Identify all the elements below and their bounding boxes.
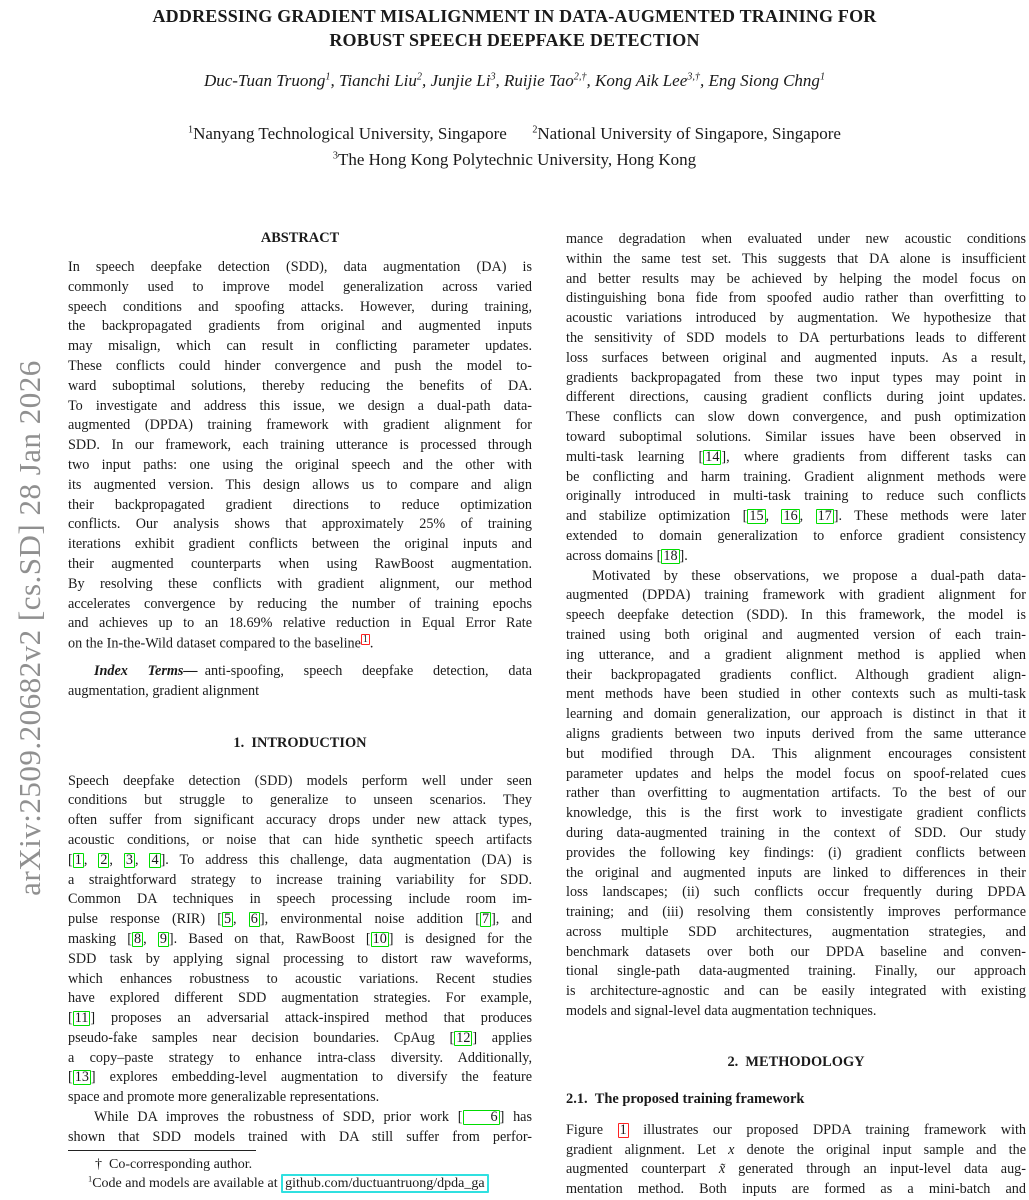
index-terms-label: Index Terms—	[94, 662, 198, 679]
text-line: pulse response (RIR) [ 5 , 6 ], environmental noise addition [ 7 ], and	[68, 911, 532, 928]
text-line: accelerates convergence by reducing the number of training epochs	[68, 595, 532, 612]
text-line: models and signal-level data augmentation techniques.	[566, 1003, 877, 1020]
text-line: gradient alignment. Let x denote the original input sample and the	[566, 1141, 1026, 1158]
text-line: mance degradation when evaluated under new acoustic conditions	[566, 231, 1026, 247]
text-line: their backpropagated gradient directions to reduce optimization	[68, 496, 532, 513]
text-line: augmented (DPDA) training framework with gradient alignment for	[566, 587, 1026, 604]
text-line: Motivated by these observations, we propose a dual-path data-	[592, 567, 1026, 584]
github-link[interactable]: github.com/ductuantruong/dpda_ga	[281, 1174, 488, 1193]
citation-ref[interactable]: 18	[663, 547, 678, 564]
text-line: be conflicting and harm training. Gradient alignment methods were	[566, 468, 1026, 485]
affiliations	[0, 121, 1029, 173]
text-line: the sensitivity of SDD models to DA perturbations leads to different	[566, 329, 1026, 346]
text-line: To investigate and address this issue, we design a dual-path data-	[68, 397, 532, 414]
text-line: learning and domain generalization, our approach is distinct in that it	[566, 706, 1026, 723]
right-column	[566, 230, 1026, 1200]
citation-ref[interactable]: 3	[125, 851, 133, 868]
citation-ref[interactable]: 7	[481, 911, 490, 928]
authors-line: Duc-Tuan Truong$^1$, Tianchi Liu$^2$, Junjie Li$^3$, Ruijie Tao$^{2,\dagger}$, Kong Aik Lee$^{3,\dagger}$, Eng Siong Chng$^1$	[203, 71, 826, 90]
section-heading: 1. INTRODUCTION	[233, 734, 367, 751]
text-line: commonly used to improve model generalization across varied	[68, 278, 532, 295]
section-heading: 2. METHODOLOGY	[727, 1053, 865, 1070]
math-symbol: x	[728, 1141, 735, 1158]
text-line: and achieves up to an 18.69% relative reduction in Equal Error Rate	[68, 615, 532, 632]
text-line: iterations exhibit gradient conflicts between the original inputs and	[68, 536, 532, 553]
text-line: space and promote more generalizable representations.	[68, 1089, 380, 1106]
text-line: originally introduced in multi-task training to reduce such conflicts	[566, 488, 1026, 505]
text-line: speech conditions and spoofing attacks. However, during training,	[68, 298, 532, 315]
superscript: 1	[325, 71, 331, 83]
text-line: and stabilize optimization [ 15 , 16 , 17 ]. These methods were later	[566, 508, 1026, 525]
paragraph	[68, 662, 532, 702]
text-line: two input paths: one using the original speech and the other with	[68, 456, 532, 473]
paragraph	[68, 258, 532, 654]
text-line: shown that SDD models trained with DA still suffer from perfor-	[68, 1128, 532, 1145]
text-line: [ 1 , 2 , 3 , 4 ]. To address this challenge, data augmentation (DA) is	[68, 851, 532, 868]
text-line: masking [ 8 , 9 ]. Based on that, RawBoost [ 10 ] is designed for the	[68, 930, 532, 947]
paper-title-line-1: ADDRESSING GRADIENT MISALIGNMENT IN DATA-AUGMENTED TRAINING FOR	[152, 6, 877, 26]
paragraph	[68, 1108, 532, 1148]
footnote-marker[interactable]: 1	[362, 634, 368, 646]
text-line: augmented counterpart x̃ generated through an input-level data aug-	[566, 1161, 1026, 1178]
paragraph	[566, 230, 1026, 567]
text-line: have explored different SDD augmentation strategies. For example,	[68, 990, 532, 1007]
footnote-rule	[68, 1150, 256, 1151]
text-line: but modified through DA. This alignment encourages consistent	[566, 745, 1026, 762]
text-line: SDD. In our framework, each training utterance is processed through	[68, 437, 532, 454]
superscript: 3	[490, 71, 496, 83]
subsection-heading: 2.1. The proposed training framework	[566, 1090, 805, 1107]
text-line: which enhances robustness to acoustic variations. Recent studies	[68, 970, 532, 987]
text-line: These conflicts could hinder convergence and push the model to-	[68, 357, 532, 374]
text-line: ment methods have been studied in other contexts such as multi-task	[566, 686, 1026, 703]
text-line: across multiple SDD architectures, augmentation strategies, and	[566, 923, 1026, 940]
text-line: extended to domain generalization to enforce gradient consistency	[566, 527, 1026, 544]
text-line: trained using both original and augmented version of each train-	[566, 626, 1026, 643]
paper-title	[0, 5, 1029, 52]
text-line: a copy–paste strategy to enhance intra-class diversity. Additionally,	[68, 1049, 532, 1066]
text-line: different directions, causing gradient conflicts during joint updates.	[566, 389, 1026, 406]
affiliation-line-2: $^3$The Hong Kong Polytechnic University, Hong Kong	[332, 150, 697, 169]
text-line: often suffer from significant accuracy drops under new attack types,	[68, 812, 532, 829]
text-line: their augmented counterparts when using RawBoost augmentation.	[68, 555, 532, 572]
text-line: their backpropagated gradients conflict. Although gradient align-	[566, 666, 1026, 683]
text-line: By resolving these conflicts with gradient alignment, our method	[68, 575, 532, 592]
citation-ref[interactable]: 9	[159, 930, 167, 947]
text-line: training; and (iii) resolving them consistently improves performance	[566, 904, 1026, 921]
text-line: Figure 1 illustrates our proposed DPDA training framework with	[566, 1121, 1026, 1138]
text-line: within the same test set. This suggests that DA alone is insufficient	[566, 250, 1026, 267]
citation-ref[interactable]: 6	[250, 911, 258, 928]
text-line: the original and augmented inputs are linked to differences in their	[566, 864, 1026, 881]
text-line: Speech deepfake detection (SDD) models perform well under seen	[68, 772, 532, 789]
text-line: loss landscapes; (ii) such conflicts occur frequently during DPDA	[566, 884, 1026, 901]
citation-ref[interactable]: 13	[74, 1069, 89, 1086]
text-line: Common DA techniques in speech processing include room im-	[68, 891, 532, 908]
text-line: mentation method. Both inputs are formed as a mini-batch and	[566, 1181, 1026, 1198]
paragraph	[566, 1121, 1026, 1200]
text-line: toward suboptimal solutions. Similar issues have been observed in	[566, 428, 1026, 445]
math-symbol: x̃	[718, 1161, 726, 1178]
superscript: 2	[416, 71, 422, 83]
text-line: These conflicts can slow down convergence, and push optimization	[566, 409, 1026, 426]
text-line: augmentation, gradient alignment	[68, 682, 260, 699]
superscript: 3	[332, 150, 338, 162]
superscript: 3,†	[687, 71, 700, 83]
superscript: 1	[88, 1174, 93, 1184]
footnote-code-link: $^1$Code and models are available at github.com/ductuantruong/dpda_ga	[68, 1174, 532, 1193]
text-line: multi-task learning [ 14 ], where gradients from different tasks can	[566, 448, 1026, 465]
text-line: benchmark datasets over both our DPDA baseline and conven-	[566, 943, 1026, 960]
citation-ref[interactable]: 5	[223, 911, 232, 928]
footnote-co-corresponding: † Co-corresponding author.	[95, 1157, 253, 1173]
superscript: 2	[532, 124, 538, 136]
text-line: ward suboptimal solutions, thereby reducing the benefits of DA.	[68, 377, 532, 394]
text-line: rather than overfitting to augmentation artifacts. To the best of our	[566, 785, 1026, 802]
text-line: Index Terms— anti-spoofing, speech deepfake detection, data	[94, 662, 532, 679]
text-line: While DA improves the robustness of SDD, prior work [ 6 ] has	[94, 1109, 532, 1126]
text-line: distinguishing bona fide from spoofed audio rather than overfitting to	[566, 290, 1026, 307]
text-line: ing utterance, and a gradient alignment method is applied when	[566, 646, 1026, 663]
superscript: 1	[819, 71, 826, 83]
text-line: parameter updates and helps the model focus on spoof-related cues	[566, 765, 1026, 782]
text-line: the backpropagated gradients from original and augmented inputs	[68, 318, 532, 335]
text-line: acoustic variations introduced by augmentation. We hypothesize that	[566, 310, 1026, 327]
citation-ref[interactable]: 15	[749, 508, 764, 525]
text-line: loss surfaces between original and augmented inputs. As a result,	[566, 349, 1026, 366]
citation-ref[interactable]: 11	[74, 1010, 89, 1027]
citation-ref[interactable]: 8	[133, 930, 142, 947]
arxiv-watermark: arXiv:2509.20682v2 [cs.SD] 28 Jan 2026	[12, 360, 47, 896]
figure-ref[interactable]: 1	[619, 1121, 627, 1138]
citation-ref[interactable]: 14	[705, 448, 720, 465]
text-line: pseudo-fake samples near decision boundaries. CpAug [ 12 ] applies	[68, 1029, 532, 1046]
left-column	[68, 222, 532, 1148]
text-line: a straightforward strategy to increase training variability for SDD.	[68, 871, 532, 888]
text-line: and better results may be achieved by helping the model focus on	[566, 270, 1026, 287]
text-line: gradients backpropagated from these two input types may point in	[566, 369, 1026, 386]
text-line: tional single-path data-augmented training. Finally, our approach	[566, 963, 1026, 980]
superscript: 2,†	[573, 71, 587, 83]
text-line: provides the following key findings: (i) gradient conflicts between	[566, 844, 1026, 861]
paper-title-line-2: ROBUST SPEECH DEEPFAKE DETECTION	[329, 29, 700, 50]
paragraph	[68, 772, 532, 1109]
citation-ref[interactable]: 6	[463, 1110, 500, 1125]
text-line: augmented (DPDA) training framework with gradient alignment for	[68, 417, 532, 434]
text-line: knowledge, this is the first work to investigate gradient conflicts	[566, 805, 1026, 822]
text-line: may misalign, which can result in conflicting parameter updates.	[68, 338, 532, 355]
text-line: across domains [ 18 ].	[566, 547, 688, 564]
text-line: during data-augmented training in the context of SDD. Our study	[566, 824, 1026, 841]
text-line: conflicts. Our analysis shows that approximately 25% of training	[68, 516, 532, 533]
affiliation-line-1: $^1$Nanyang Technological University, Singapore $^2$National University of Singapore, Singapore	[188, 124, 841, 143]
paragraph	[566, 567, 1026, 1022]
text-line: on the In-the-Wild dataset compared to the baseline $^1$ .	[68, 634, 374, 652]
text-line: aligns gradients between two inputs derived from the same utterance	[566, 725, 1026, 742]
citation-ref[interactable]: 2	[100, 851, 108, 868]
superscript: 1	[188, 124, 194, 136]
superscript	[361, 634, 370, 644]
text-line: acoustic conditions, or noise that can hide synthetic speech artifacts	[68, 831, 532, 848]
text-line: conditions but struggle to generalize to unseen scenarios. They	[68, 792, 532, 809]
text-line: In speech deepfake detection (SDD), data augmentation (DA) is	[68, 259, 532, 275]
text-line: is architecture-agnostic and can be easily integrated with existing	[566, 983, 1026, 1000]
citation-ref[interactable]: 1	[74, 851, 82, 868]
citation-ref[interactable]: 12	[456, 1029, 471, 1046]
citation-ref[interactable]: 16	[783, 508, 798, 525]
citation-ref[interactable]: 17	[817, 508, 832, 525]
citation-ref[interactable]: 4	[151, 851, 159, 868]
section-heading: ABSTRACT	[260, 230, 340, 246]
footnotes	[68, 1150, 532, 1193]
text-line: [ 11 ] proposes an adversarial attack-inspired method that produces	[68, 1010, 532, 1027]
text-line: its augmented version. This design allows us to compare and align	[68, 476, 532, 493]
citation-ref[interactable]: 10	[372, 930, 387, 947]
text-line: [ 13 ] explores embedding-level augmentation to diversify the feature	[68, 1069, 532, 1086]
text-line: SDD task by applying signal processing to distort raw waveforms,	[68, 950, 532, 967]
text-line: speech deepfake detection (SDD). In this framework, the model is	[566, 607, 1026, 624]
